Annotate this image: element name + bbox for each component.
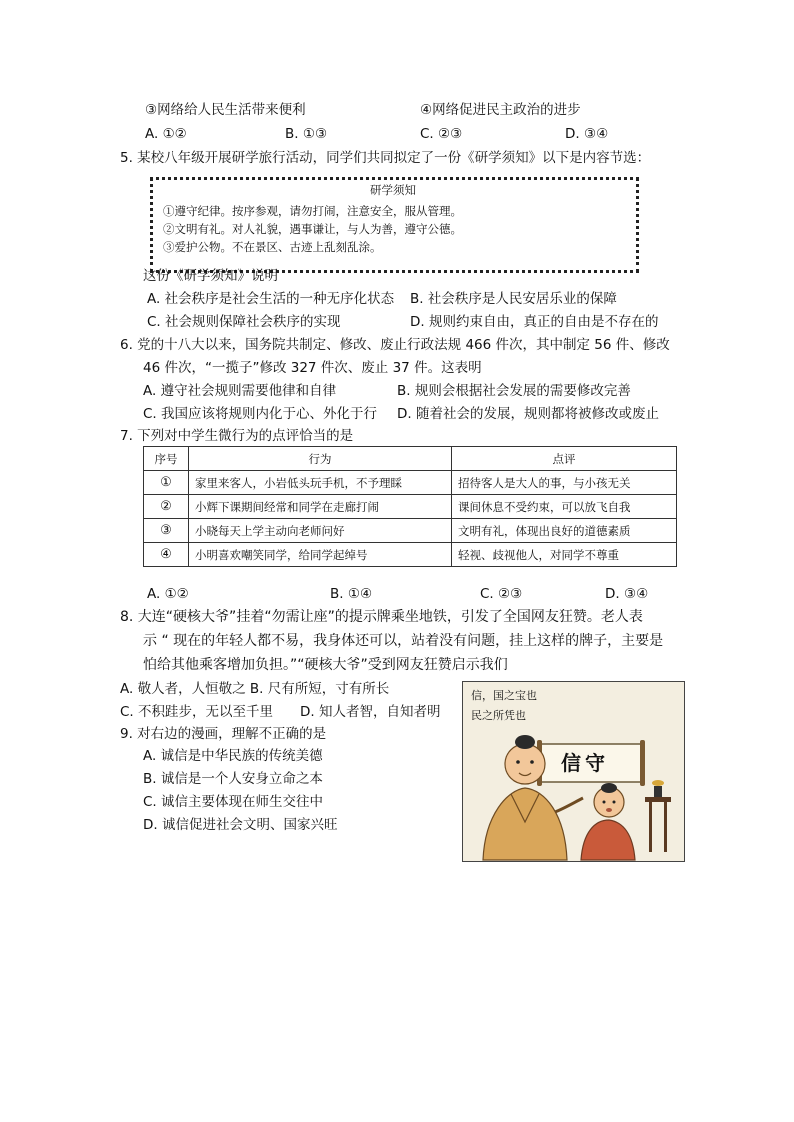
lamp-icon bbox=[654, 786, 662, 797]
table-row bbox=[144, 543, 677, 567]
q5-option-c: C. 社会规则保障社会秩序的实现 bbox=[147, 314, 341, 330]
q6-option-a: A. 遵守社会规则需要他律和自律 bbox=[143, 383, 337, 399]
q4-statement-3: ③网络给人民生活带来便利 bbox=[145, 102, 306, 118]
table-row bbox=[144, 495, 677, 519]
q6-stem-line-2: 46 件次，“一揽子”修改 327 件次、废止 37 件。这表明 bbox=[143, 360, 482, 376]
row-behavior: 家里来客人，小岩低头玩手机，不予理睬 bbox=[189, 471, 452, 495]
q7-option-c: C. ②③ bbox=[480, 586, 523, 602]
row-index: ① bbox=[144, 471, 189, 495]
table-header-row bbox=[144, 447, 677, 471]
q8-options-ab: A. 敬人者，人恒敬之 B. 尺有所短，寸有所长 bbox=[120, 681, 390, 697]
q5-option-b: B. 社会秩序是人民安居乐业的保障 bbox=[410, 291, 617, 307]
notice-line-1: ①遵守纪律。按序参观，请勿打闹，注意安全，服从管理。 bbox=[163, 204, 462, 218]
table-row bbox=[144, 519, 677, 543]
notice-line-2: ②文明有礼。对人礼貌，遇事谦让，与人为善，遵守公德。 bbox=[163, 222, 462, 236]
q5-tail: 这份《研学须知》说明 bbox=[143, 268, 278, 284]
q9-option-c: C. 诚信主要体现在师生交往中 bbox=[143, 794, 324, 810]
row-comment: 招待客人是大人的事，与小孩无关 bbox=[452, 471, 677, 495]
header-behavior: 行为 bbox=[189, 447, 452, 471]
row-behavior: 小晓每天上学主动向老师问好 bbox=[189, 519, 452, 543]
q6-option-b: B. 规则会根据社会发展的需要修改完善 bbox=[397, 383, 631, 399]
q7-option-d: D. ③④ bbox=[605, 586, 649, 602]
q6-option-d: D. 随着社会的发展，规则都将被修改或废止 bbox=[397, 406, 659, 422]
row-behavior: 小辉下课期间经常和同学在走廊打闹 bbox=[189, 495, 452, 519]
q4-option-c: C. ②③ bbox=[420, 126, 463, 142]
scroll-text: 信守 bbox=[561, 751, 609, 775]
q8-options-cd: C. 不积跬步，无以至千里 D. 知人者智，自知者明 bbox=[120, 704, 441, 720]
q7-stem: 7. 下列对中学生微行为的点评恰当的是 bbox=[120, 428, 354, 444]
notice-title: 研学须知 bbox=[370, 183, 416, 197]
q5-stem: 5. 某校八年级开展研学旅行活动，同学们共同拟定了一份《研学须知》以下是内容节选： bbox=[120, 150, 651, 166]
notice-line-3: ③爱护公物。不在景区、古迹上乱刻乱涂。 bbox=[163, 240, 382, 254]
header-comment: 点评 bbox=[452, 447, 677, 471]
comic-caption-1: 信，国之宝也 bbox=[471, 689, 537, 702]
q9-option-a: A. 诚信是中华民族的传统美德 bbox=[143, 748, 323, 764]
q9-stem: 9. 对右边的漫画，理解不正确的是 bbox=[120, 726, 327, 742]
q6-stem-line-1: 6. 党的十八大以来，国务院共制定、修改、废止行政法规 466 件次，其中制定 56 件、修改 bbox=[120, 337, 670, 353]
q8-stem-line-2: 示 “ 现在的年轻人都不易，我身体还可以，站着没有问题，挂上这样的牌子，主要是 bbox=[143, 633, 664, 649]
q5-option-d: D. 规则约束自由，真正的自由是不存在的 bbox=[410, 314, 659, 330]
q5-option-a: A. 社会秩序是社会生活的一种无序化状态 bbox=[147, 291, 395, 307]
q8-stem-line-1: 8. 大连“硬核大爷”挂着“勿需让座”的提示牌乘坐地铁，引发了全国网友狂赞。老人表 bbox=[120, 609, 643, 625]
q7-option-a: A. ①② bbox=[147, 586, 189, 602]
q4-option-d: D. ③④ bbox=[565, 126, 609, 142]
q9-option-d: D. 诚信促进社会文明、国家兴旺 bbox=[143, 817, 338, 833]
q8-stem-line-3: 怕给其他乘客增加负担。”“硬核大爷”受到网友狂赞启示我们 bbox=[143, 657, 508, 673]
integrity-comic bbox=[462, 681, 685, 862]
header-index: 序号 bbox=[144, 447, 189, 471]
row-index: ③ bbox=[144, 519, 189, 543]
q4-statement-4: ④网络促进民主政治的进步 bbox=[420, 102, 581, 118]
table-row bbox=[144, 471, 677, 495]
behavior-table bbox=[143, 446, 677, 567]
row-index: ② bbox=[144, 495, 189, 519]
row-comment: 课间休息不受约束，可以放飞自我 bbox=[452, 495, 677, 519]
q9-option-b: B. 诚信是一个人安身立命之本 bbox=[143, 771, 323, 787]
q7-option-b: B. ①④ bbox=[330, 586, 373, 602]
q4-option-a: A. ①② bbox=[145, 126, 187, 142]
q4-option-b: B. ①③ bbox=[285, 126, 328, 142]
row-index: ④ bbox=[144, 543, 189, 567]
row-comment: 文明有礼，体现出良好的道德素质 bbox=[452, 519, 677, 543]
row-behavior: 小明喜欢嘲笑同学，给同学起绰号 bbox=[189, 543, 452, 567]
comic-caption-2: 民之所凭也 bbox=[471, 709, 526, 722]
q6-option-c: C. 我国应该将规则内化于心、外化于行 bbox=[143, 406, 378, 422]
row-comment: 轻视、歧视他人，对同学不尊重 bbox=[452, 543, 677, 567]
